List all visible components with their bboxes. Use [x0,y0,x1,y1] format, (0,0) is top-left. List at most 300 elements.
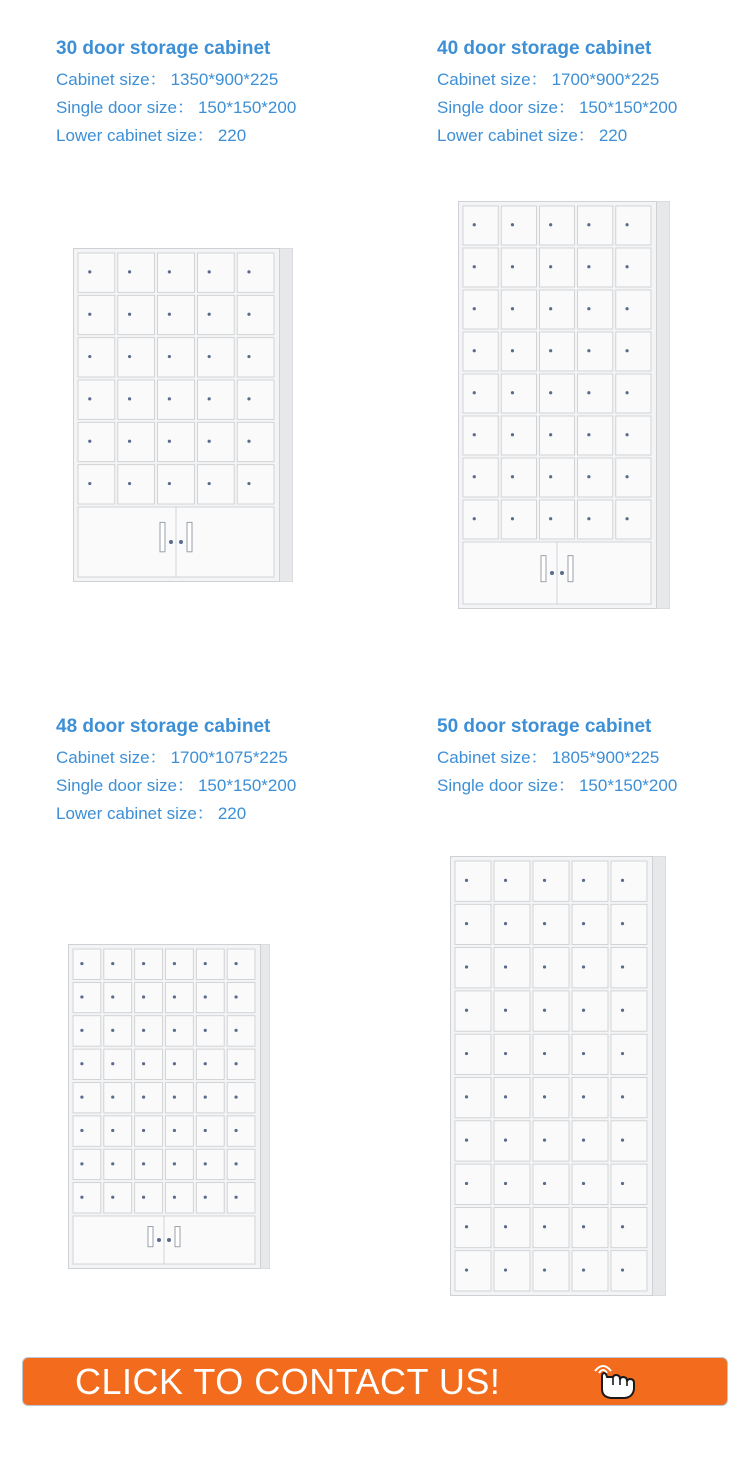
door-lock-icon [80,1062,83,1065]
cabinet-size-value: 1350*900*225 [170,70,279,89]
door-lock-icon [168,440,171,443]
cabinet-door [533,1078,569,1118]
door-lock-icon [504,965,507,968]
cabinet-door [463,374,498,413]
cabinet-door [533,1207,569,1247]
cabinet-door [578,374,613,413]
door-lock-icon [625,391,628,394]
product-title: 30 door storage cabinet [56,38,271,59]
cabinet-door [166,1083,194,1113]
cabinet-door [494,1078,530,1118]
door-lock-icon [549,391,552,394]
cabinet-door [104,1049,132,1079]
door-lock-icon [582,1052,585,1055]
door-lock-icon [625,265,628,268]
door-lock-icon [543,1095,546,1098]
single-door-label: Single door size： [56,98,194,117]
single-door-value: 150*150*200 [578,98,678,117]
cabinet-door [494,1034,530,1074]
single-door-value: 150*150*200 [578,776,678,795]
cabinet-door [197,380,234,419]
cabinet-door [104,1183,132,1213]
contact-us-label: CLICK TO CONTACT US! [75,1361,501,1402]
cabinet-door [501,248,536,287]
door-lock-icon [208,313,211,316]
door-lock-icon [582,1182,585,1185]
door-lock-icon [504,922,507,925]
cabinet-door [616,248,651,287]
cabinet-door [616,458,651,497]
product-title: 48 door storage cabinet [56,716,271,737]
door-lock-icon [173,1062,176,1065]
door-lock-icon [473,265,476,268]
cabinet-door [463,500,498,539]
cabinet-door [463,290,498,329]
door-lock-icon [142,1196,145,1199]
cabinet-door [611,1121,647,1161]
cabinet-size-label: Cabinet size： [437,70,548,89]
door-lock-icon [504,1052,507,1055]
door-lock-icon [168,355,171,358]
cabinet-door [611,904,647,944]
door-lock-icon [247,482,250,485]
cabinet-door [78,380,115,419]
cabinet-size-row [437,70,677,90]
cabinet-door [104,982,132,1012]
door-lock-icon [473,307,476,310]
cabinet-door [611,1164,647,1204]
door-lock-icon [625,349,628,352]
door-lock-icon [128,482,131,485]
door-lock-icon [549,349,552,352]
door-lock-icon [88,440,91,443]
cabinet-door [494,1207,530,1247]
cabinet-door [463,248,498,287]
door-lock-icon [511,391,514,394]
cabinet-door [494,1164,530,1204]
product-title: 40 door storage cabinet [437,38,652,59]
door-lock-icon [549,433,552,436]
door-lock-icon [234,1029,237,1032]
door-lock-icon [504,1182,507,1185]
cabinet-door [455,991,491,1031]
door-lock-icon [465,879,468,882]
cabinet-door [611,1078,647,1118]
door-lock-icon [208,270,211,273]
cabinet-door [533,948,569,988]
cabinet-door [501,416,536,455]
door-lock-icon [111,995,114,998]
cabinet-door [578,206,613,245]
door-lock-icon [625,475,628,478]
door-lock-icon [80,1196,83,1199]
cabinet-side-panel [279,248,293,582]
door-lock-icon [247,270,250,273]
cabinet-door [494,948,530,988]
cabinet-door [196,1116,224,1146]
cabinet-door [533,1034,569,1074]
door-lock-icon [543,922,546,925]
contact-us-button[interactable] [22,1357,728,1406]
cabinet-door [533,861,569,901]
cabinet-door [104,1083,132,1113]
door-lock-icon [128,355,131,358]
door-lock-icon [465,1052,468,1055]
door-lock-icon [625,433,628,436]
cabinet-door [166,1116,194,1146]
door-lock-icon [549,223,552,226]
door-lock-icon [621,1225,624,1228]
cabinet-door [494,1251,530,1291]
single-door-row [437,98,677,118]
cabinet-door [572,1121,608,1161]
single-door-row [56,98,296,118]
cabinet-door [616,332,651,371]
cabinet-door [455,861,491,901]
cabinet-door [73,982,101,1012]
lower-cabinet-value: 220 [598,126,628,145]
cabinet-door [616,374,651,413]
cabinet-image-30-door [73,248,293,582]
cabinet-image-50-door [450,856,666,1296]
cabinet-door [572,991,608,1031]
cabinet-door [611,1251,647,1291]
cabinet-door [135,949,163,979]
door-lock-icon [111,1162,114,1165]
door-lock-icon [625,307,628,310]
cabinet-door [135,1049,163,1079]
door-lock-icon [80,995,83,998]
single-door-label: Single door size： [437,98,575,117]
cabinet-door [166,1149,194,1179]
door-lock-icon [465,1268,468,1271]
cabinet-door [539,206,574,245]
door-lock-icon [80,962,83,965]
cabinet-door [455,1251,491,1291]
door-lock-icon [543,879,546,882]
door-lock-icon [247,313,250,316]
cabinet-door [501,500,536,539]
door-lock-icon [511,517,514,520]
cabinet-door [118,295,155,334]
cabinet-door [196,1083,224,1113]
door-lock-icon [80,1129,83,1132]
door-lock-icon [142,1162,145,1165]
cabinet-door [166,1049,194,1079]
door-lock-icon [142,962,145,965]
cabinet-door [227,949,255,979]
cabinet-drawing [458,201,670,609]
door-lock-icon [549,307,552,310]
door-lock-icon [88,313,91,316]
cabinet-door [501,206,536,245]
cabinet-size-label: Cabinet size： [56,748,167,767]
spec-50-door [437,716,677,804]
door-lock-icon [511,265,514,268]
cabinet-door [237,380,274,419]
door-lock-icon [204,962,207,965]
door-lock-icon [587,475,590,478]
door-lock-icon [204,1029,207,1032]
cabinet-door [501,458,536,497]
cabinet-door [463,416,498,455]
cabinet-door [539,332,574,371]
cabinet-door [463,458,498,497]
cabinet-door [237,422,274,461]
cabinet-door [533,991,569,1031]
door-lock-icon [543,965,546,968]
door-lock-icon [173,1162,176,1165]
door-lock-icon [465,922,468,925]
door-lock-icon [550,571,554,575]
door-lock-icon [111,1196,114,1199]
product-title: 50 door storage cabinet [437,716,652,737]
door-lock-icon [204,1196,207,1199]
door-lock-icon [504,1095,507,1098]
door-lock-icon [465,1225,468,1228]
cabinet-door [539,500,574,539]
door-lock-icon [473,223,476,226]
door-lock-icon [587,391,590,394]
door-lock-icon [473,517,476,520]
door-lock-icon [582,1225,585,1228]
cabinet-door [158,465,195,504]
lower-door-handle [148,1227,153,1247]
door-lock-icon [247,397,250,400]
cabinet-door [227,982,255,1012]
cabinet-door [539,248,574,287]
cabinet-size-value: 1700*900*225 [551,70,660,89]
door-lock-icon [587,517,590,520]
cabinet-door [73,1116,101,1146]
door-lock-icon [111,1062,114,1065]
cabinet-door [237,295,274,334]
cabinet-drawing [68,944,270,1269]
cabinet-door [578,500,613,539]
lower-door-handle [187,522,192,551]
cabinet-door [196,949,224,979]
lower-cabinet-label: Lower cabinet size： [437,126,595,145]
door-lock-icon [204,1129,207,1132]
cabinet-door [166,1183,194,1213]
cabinet-door [118,465,155,504]
door-lock-icon [247,355,250,358]
cabinet-door [237,338,274,377]
door-lock-icon [560,571,564,575]
cabinet-door [539,416,574,455]
door-lock-icon [173,995,176,998]
door-lock-icon [504,1268,507,1271]
cabinet-door [227,1183,255,1213]
cabinet-door [455,1207,491,1247]
door-lock-icon [543,1225,546,1228]
cabinet-door [611,948,647,988]
cabinet-door [227,1049,255,1079]
cabinet-door [455,948,491,988]
door-lock-icon [128,270,131,273]
lower-cabinet-row [56,126,296,146]
cabinet-door [158,422,195,461]
cabinet-door [578,458,613,497]
cabinet-door [135,1149,163,1179]
door-lock-icon [504,1225,507,1228]
cabinet-door [196,1149,224,1179]
door-lock-icon [621,1095,624,1098]
door-lock-icon [504,1139,507,1142]
door-lock-icon [582,922,585,925]
door-lock-icon [234,995,237,998]
door-lock-icon [549,475,552,478]
door-lock-icon [80,1162,83,1165]
door-lock-icon [173,962,176,965]
door-lock-icon [587,223,590,226]
cabinet-door [227,1149,255,1179]
door-lock-icon [621,1009,624,1012]
cabinet-door [455,904,491,944]
cabinet-door [73,1183,101,1213]
cabinet-door [73,1149,101,1179]
door-lock-icon [465,1182,468,1185]
door-lock-icon [142,1062,145,1065]
cabinet-door [166,1016,194,1046]
door-lock-icon [473,433,476,436]
cabinet-door [237,465,274,504]
cabinet-side-panel [260,944,270,1269]
lower-cabinet-value: 220 [217,126,247,145]
single-door-value: 150*150*200 [197,776,297,795]
door-lock-icon [111,1129,114,1132]
door-lock-icon [234,1095,237,1098]
cabinet-door [197,465,234,504]
single-door-label: Single door size： [56,776,194,795]
cabinet-door [227,1116,255,1146]
cabinet-door [501,290,536,329]
cabinet-door [196,1016,224,1046]
door-lock-icon [179,540,183,544]
door-lock-icon [621,1139,624,1142]
cabinet-size-row [56,748,296,768]
cabinet-door [197,422,234,461]
door-lock-icon [111,962,114,965]
cabinet-door [455,1034,491,1074]
cabinet-door [118,380,155,419]
cabinet-door [539,374,574,413]
cabinet-door [78,338,115,377]
door-lock-icon [625,517,628,520]
spec-40-door [437,38,677,154]
cabinet-door [73,1083,101,1113]
cabinet-door [578,248,613,287]
cabinet-door [135,1083,163,1113]
door-lock-icon [173,1196,176,1199]
door-lock-icon [168,313,171,316]
cabinet-door [572,1034,608,1074]
cabinet-door [616,290,651,329]
door-lock-icon [142,1129,145,1132]
door-lock-icon [621,1268,624,1271]
door-lock-icon [208,440,211,443]
cabinet-door [135,1016,163,1046]
door-lock-icon [80,1095,83,1098]
door-lock-icon [173,1129,176,1132]
door-lock-icon [169,540,173,544]
cabinet-door [572,861,608,901]
door-lock-icon [128,397,131,400]
door-lock-icon [511,349,514,352]
cabinet-door [196,982,224,1012]
door-lock-icon [473,349,476,352]
door-lock-icon [142,1095,145,1098]
cabinet-door [572,1164,608,1204]
door-lock-icon [625,223,628,226]
door-lock-icon [167,1238,171,1242]
cabinet-door [104,1149,132,1179]
cabinet-door [78,295,115,334]
cabinet-door [501,374,536,413]
door-lock-icon [204,1062,207,1065]
cabinet-door [578,290,613,329]
door-lock-icon [587,307,590,310]
cabinet-door [118,338,155,377]
cabinet-door [158,253,195,292]
cabinet-door [572,1251,608,1291]
door-lock-icon [465,1009,468,1012]
cabinet-size-row [56,70,296,90]
door-lock-icon [621,922,624,925]
cabinet-door [578,416,613,455]
door-lock-icon [504,879,507,882]
cabinet-drawing [450,856,666,1296]
door-lock-icon [168,270,171,273]
cabinet-door [196,1183,224,1213]
door-lock-icon [142,1029,145,1032]
door-lock-icon [549,517,552,520]
lower-cabinet-label: Lower cabinet size： [56,804,214,823]
door-lock-icon [582,1268,585,1271]
cabinet-door [166,982,194,1012]
cabinet-size-label: Cabinet size： [437,748,548,767]
cabinet-door [616,416,651,455]
cabinet-door [455,1121,491,1161]
lower-cabinet-label: Lower cabinet size： [56,126,214,145]
door-lock-icon [80,1029,83,1032]
cabinet-door [197,338,234,377]
single-door-row [56,776,296,796]
door-lock-icon [111,1029,114,1032]
door-lock-icon [473,475,476,478]
door-lock-icon [204,1095,207,1098]
cabinet-door [197,295,234,334]
door-lock-icon [173,1029,176,1032]
door-lock-icon [543,1052,546,1055]
cabinet-door [455,1164,491,1204]
door-lock-icon [208,355,211,358]
door-lock-icon [582,879,585,882]
spec-30-door [56,38,296,154]
door-lock-icon [234,962,237,965]
cabinet-door [501,332,536,371]
lower-cabinet-row [56,804,296,824]
door-lock-icon [234,1062,237,1065]
cabinet-door [611,861,647,901]
door-lock-icon [504,1009,507,1012]
door-lock-icon [543,1268,546,1271]
cabinet-door [135,1116,163,1146]
door-lock-icon [111,1095,114,1098]
door-lock-icon [582,1095,585,1098]
cabinet-side-panel [656,201,670,609]
cabinet-door [494,861,530,901]
